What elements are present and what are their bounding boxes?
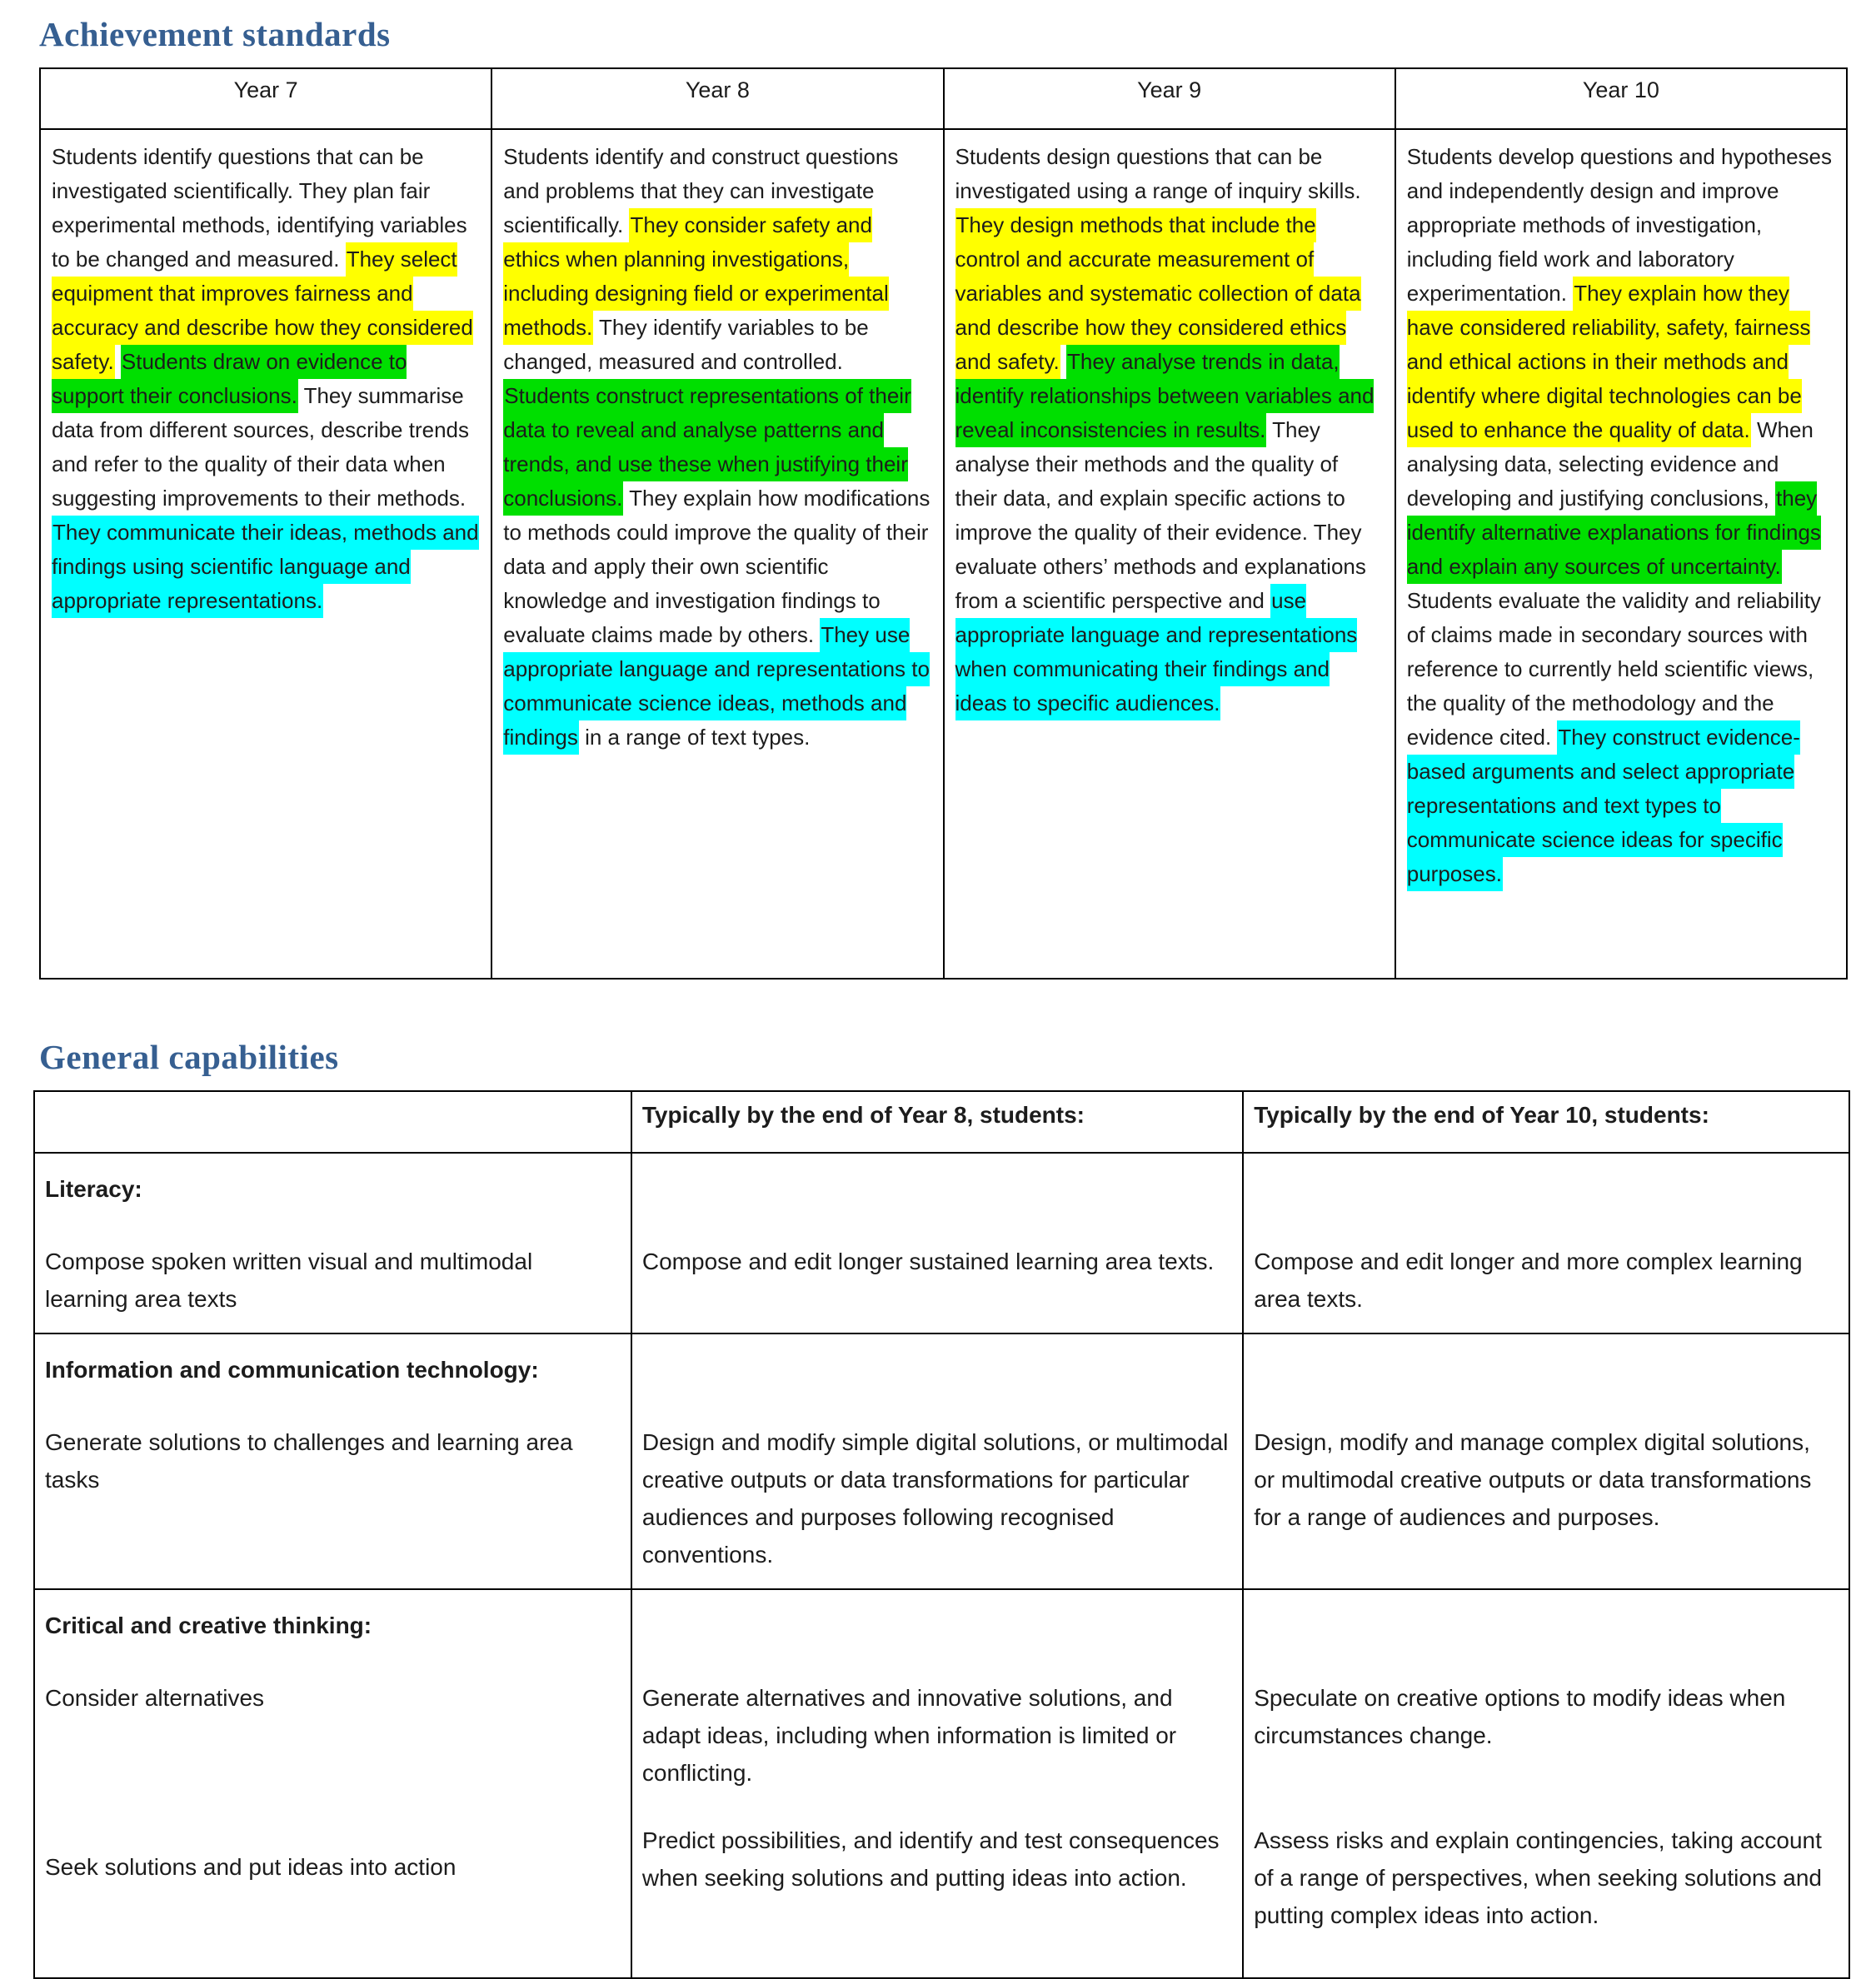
cct-year-8-cell-1 bbox=[631, 1589, 1243, 1807]
year-8-header: Year 8 bbox=[491, 68, 943, 129]
critical-creative-thinking-row-continued bbox=[34, 1807, 1849, 1978]
cct-descriptor-1: Consider alternatives bbox=[45, 1685, 265, 1712]
cct-descriptor-2: Seek solutions and put ideas into action bbox=[45, 1854, 457, 1881]
year-10-header: Year 10 bbox=[1395, 68, 1847, 129]
ict-row bbox=[34, 1333, 1849, 1589]
general-capabilities-table bbox=[33, 1090, 1850, 1979]
cct-year-10-cell-2 bbox=[1243, 1807, 1849, 1978]
achievement-body-row bbox=[40, 129, 1847, 979]
ict-label: Information and communication technology: bbox=[45, 1357, 539, 1383]
literacy-row bbox=[34, 1153, 1849, 1333]
year-9-standard-text: Students design questions that can be investigated using a range of inquiry skills. They design methods that include the control and accurate measurement of variables and systematic collection of data and describe how they considered ethics and safety. They analyse trends in data, identify relationships between variables and reveal inconsistencies in results. They analyse their methods and the quality of their data, and explain specific actions to improve the quality of their evidence. They evaluate others’ methods and explanations from a scientific perspective and use appropriate language and representations when communicating their findings and ideas to specific audiences. bbox=[955, 140, 1383, 720]
year-7-header: Year 7 bbox=[40, 68, 491, 129]
year-10-capability-header: Typically by the end of Year 10, students: bbox=[1243, 1091, 1849, 1153]
cct-year-10-text-1: Speculate on creative options to modify ideas when circumstances change. bbox=[1254, 1685, 1786, 1749]
year-8-capability-header: Typically by the end of Year 8, students: bbox=[631, 1091, 1243, 1153]
ict-year-10-cell bbox=[1243, 1333, 1849, 1589]
literacy-year-8-cell bbox=[631, 1153, 1243, 1333]
literacy-year-10-cell bbox=[1243, 1153, 1849, 1333]
ict-year-8-text: Design and modify simple digital solutions, or multimodal creative outputs or data transformations for particular audiences and purposes following recognised conventions. bbox=[641, 1429, 1229, 1568]
ict-capability-cell bbox=[34, 1333, 631, 1589]
year-10-standard-text: Students develop questions and hypotheses and independently design and improve appropriate methods of investigation, including field work and laboratory experimentation. They explain how they have considered reliability, safety, fairness and ethical actions in their methods and identify where digital technologies can be used to enhance the quality of data. When analysing data, selecting evidence and developing and justifying conclusions, they identify alternative explanations for findings and explain any sources of uncertainty. Students evaluate the validity and reliability of claims made in secondary sources with reference to currently held scientific views, the quality of the methodology and the evidence cited. They construct evidence-based arguments and select appropriate representations and text types to communicate science ideas for specific purposes. bbox=[1407, 140, 1834, 891]
year-10-standard-cell bbox=[1395, 129, 1847, 979]
year-7-standard-text: Students identify questions that can be investigated scientifically. They plan fair experimental methods, identifying variables to be changed and measured. They select equipment that improves fairness and accuracy and describe how they considered safety. Students draw on evidence to support their conclusions. They summarise data from different sources, describe trends and refer to the quality of their data when suggesting improvements to their methods. They communicate their ideas, methods and findings using scientific language and appropriate representations. bbox=[52, 140, 479, 618]
critical-creative-thinking-row bbox=[34, 1589, 1849, 1807]
cct-capability-cell bbox=[34, 1589, 631, 1807]
ict-descriptor: Generate solutions to challenges and learning area tasks bbox=[45, 1429, 573, 1493]
achievement-standards-table bbox=[39, 67, 1848, 980]
literacy-year-8-text: Compose and edit longer sustained learning area texts. bbox=[641, 1249, 1215, 1275]
cct-year-10-text-2: Assess risks and explain contingencies, taking account of a range of perspectives, when seeking solutions and putting complex ideas into action. bbox=[1254, 1827, 1822, 1929]
achievement-standards-title: Achievement standards bbox=[39, 15, 391, 53]
year-7-standard-cell bbox=[40, 129, 491, 979]
literacy-label: Literacy: bbox=[45, 1176, 142, 1203]
literacy-capability-cell bbox=[34, 1153, 631, 1333]
literacy-descriptor: Compose spoken written visual and multimodal learning area texts bbox=[45, 1249, 533, 1313]
capability-column-header bbox=[34, 1091, 631, 1153]
year-8-standard-text: Students identify and construct questions and problems that they can investigate scientifically. They consider safety and ethics when planning investigations, including designing field or experimental methods. They identify variables to be changed, measured and controlled. Students construct representations of their data to reveal and analyse patterns and trends, and use these when justifying their conclusions. They explain how modifications to methods could improve the quality of their data and apply their own scientific knowledge and investigation findings to evaluate claims made by others. They use appropriate language and representations to communicate science ideas, methods and findings in a range of text types. bbox=[503, 140, 931, 755]
cct-year-10-cell-1 bbox=[1243, 1589, 1849, 1807]
cct-year-8-text-2: Predict possibilities, and identify and test consequences when seeking solutions and putting ideas into action. bbox=[641, 1827, 1220, 1892]
cct-label: Critical and creative thinking: bbox=[45, 1613, 372, 1639]
capabilities-header-row bbox=[34, 1091, 1849, 1153]
cct-capability-cell-2 bbox=[34, 1807, 631, 1978]
general-capabilities-title: General capabilities bbox=[39, 1038, 339, 1077]
year-9-standard-cell bbox=[944, 129, 1395, 979]
year-8-standard-cell bbox=[491, 129, 943, 979]
literacy-year-10-text: Compose and edit longer and more complex learning area texts. bbox=[1254, 1249, 1803, 1313]
ict-year-10-text: Design, modify and manage complex digital solutions, or multimodal creative outputs or data transformations for a range of audiences and purposes. bbox=[1254, 1429, 1812, 1531]
ict-year-8-cell bbox=[631, 1333, 1243, 1589]
cct-year-8-text-1: Generate alternatives and innovative solutions, and adapt ideas, including when information is limited or conflicting. bbox=[641, 1685, 1177, 1787]
year-9-header: Year 9 bbox=[944, 68, 1395, 129]
achievement-header-row bbox=[40, 68, 1847, 129]
cct-year-8-cell-2 bbox=[631, 1807, 1243, 1978]
